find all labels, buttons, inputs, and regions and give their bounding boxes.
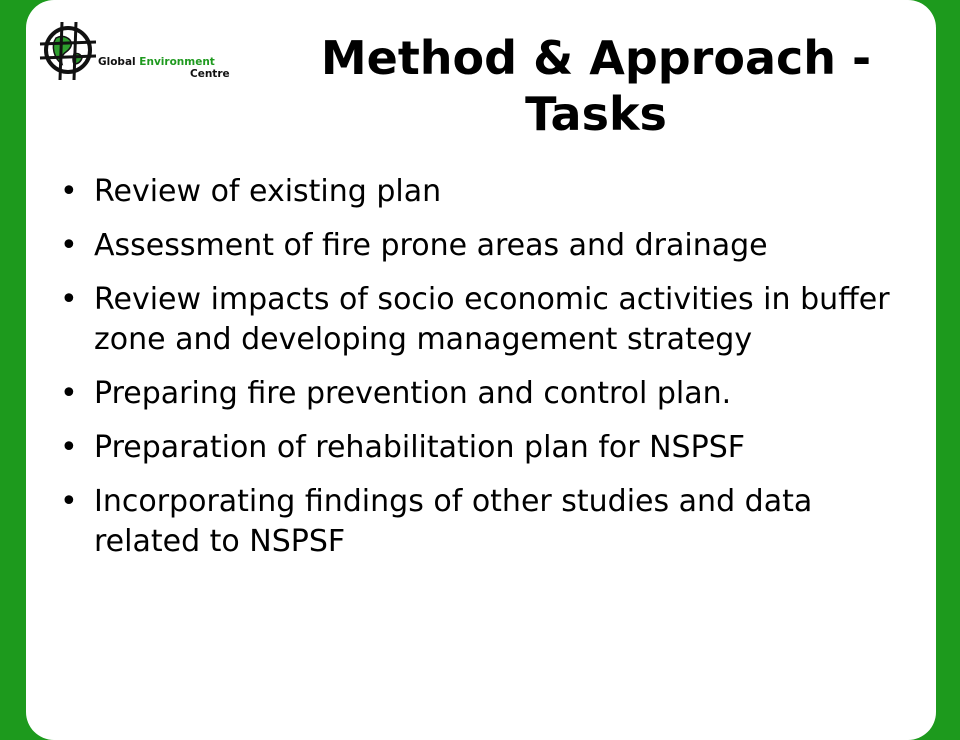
bullet-item xyxy=(60,374,920,414)
bullet-text: Preparing fire prevention and control plan. xyxy=(94,376,732,411)
bullet-glyph: • xyxy=(60,174,78,209)
bullet-item xyxy=(60,226,920,266)
bullet-glyph: • xyxy=(60,228,78,263)
globe-grid-icon xyxy=(36,16,100,82)
bullet-item xyxy=(60,482,920,562)
bullet-text: Review of existing plan xyxy=(94,174,442,209)
logo xyxy=(36,16,236,86)
bullet-text: Assessment of fire prone areas and drainage xyxy=(94,228,768,263)
bullet-glyph: • xyxy=(60,484,78,519)
slide-title: Method & Approach - Tasks xyxy=(320,31,872,141)
logo-word-global: Global xyxy=(98,56,136,68)
bullet-text: Preparation of rehabilitation plan for NSPSF xyxy=(94,430,745,465)
bullet-list xyxy=(60,172,920,576)
bullet-glyph: • xyxy=(60,282,78,317)
bullet-item xyxy=(60,280,920,360)
bullet-item xyxy=(60,428,920,468)
logo-text xyxy=(98,56,230,80)
bullet-item xyxy=(60,172,920,212)
bullet-text: Incorporating findings of other studies and data related to NSPSF xyxy=(94,484,813,559)
bullet-text: Review impacts of socio economic activities in buffer zone and developing management strategy xyxy=(94,282,890,357)
bullet-glyph: • xyxy=(60,430,78,465)
bullet-glyph: • xyxy=(60,376,78,411)
logo-word-centre: Centre xyxy=(190,68,230,80)
slide xyxy=(26,0,936,740)
logo-word-environment: Environment xyxy=(139,56,215,68)
